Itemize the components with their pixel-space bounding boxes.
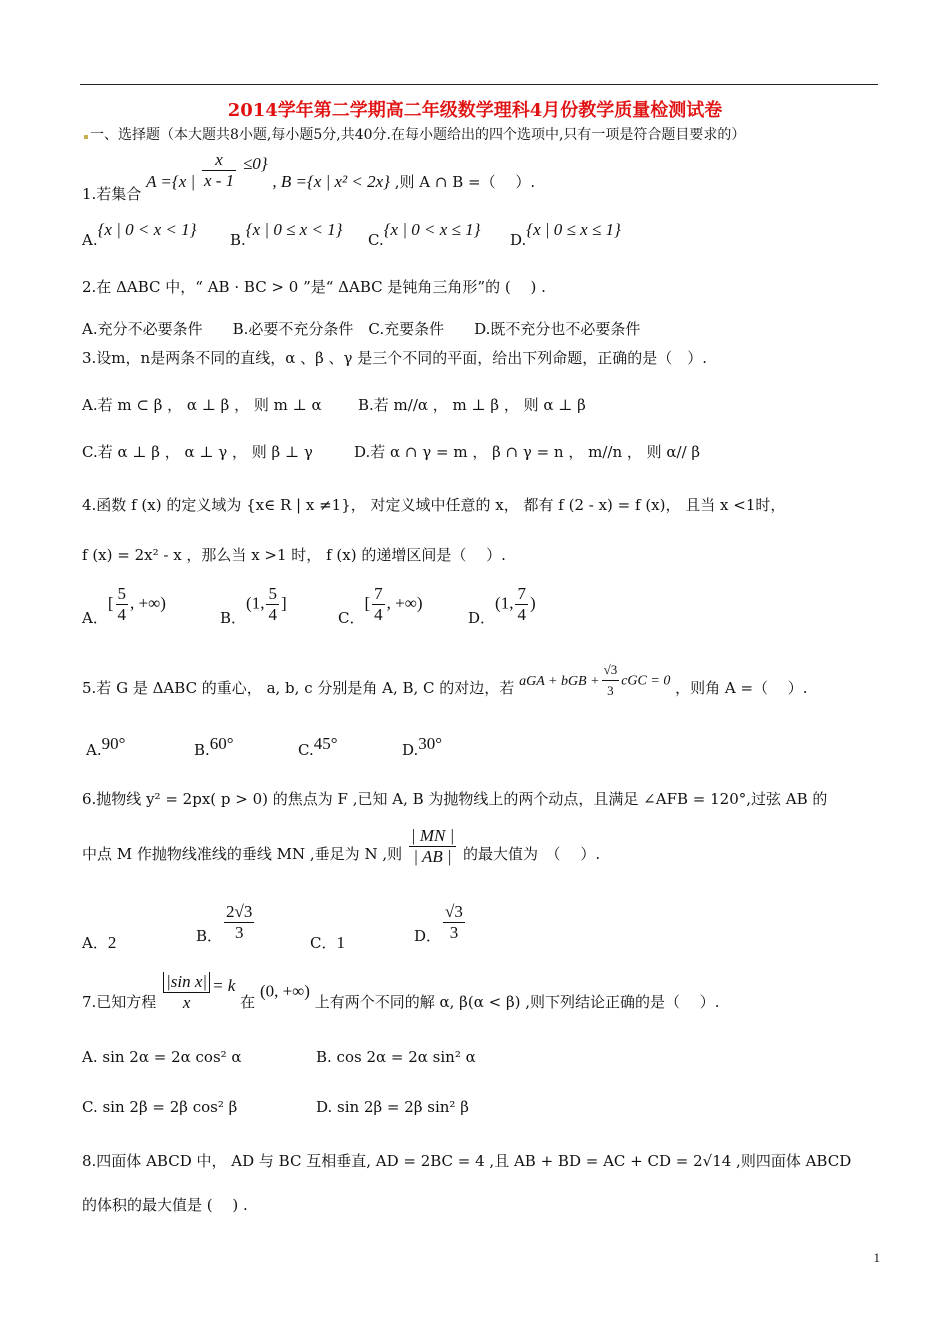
q5-coefficient-fraction [602, 660, 620, 701]
option-label: A. [86, 741, 102, 759]
option-text: 1 [336, 933, 345, 952]
option-label: D． [414, 926, 442, 945]
q4-option-d[interactable] [468, 584, 536, 625]
option-text: 30° [418, 734, 443, 753]
frac-num: 2√3 [226, 902, 253, 921]
q1-option-a[interactable] [82, 220, 197, 249]
question-4-options [82, 584, 882, 644]
question-1-stem [82, 150, 536, 203]
page-number: 1 [873, 1250, 880, 1265]
q5-vector-equation-b: cGC = 0 [621, 673, 671, 689]
q6-option-d[interactable] [414, 902, 467, 943]
frac-num: |sin x| [163, 972, 210, 992]
q1-set-a: A ={x | [146, 171, 196, 191]
interval-close: , +∞) [130, 593, 166, 613]
q1-set-a-tail: ≤0} [242, 153, 268, 173]
q7-option-d[interactable]: D. sin 2β = 2β sin² β [316, 1098, 469, 1116]
q5-option-a[interactable] [86, 734, 126, 759]
frac-num: 5 [268, 584, 277, 603]
option-label: D. [510, 231, 527, 249]
frac-den: | AB | [409, 846, 456, 867]
frac-den: 3 [443, 922, 465, 943]
option-text: {x | 0 < x ≤ 1} [383, 220, 481, 239]
option-label: C. [298, 741, 314, 759]
question-8-stem-1: 8.四面体 ABCD 中， AD 与 BC 互相垂直, AD = 2BC = 4 ,且 AB + BD = AC + CD = 2√14 ,则四面体 ABCD [82, 1152, 852, 1170]
q7-option-b[interactable]: B. cos 2α = 2α sin² α [316, 1048, 476, 1066]
frac-num: √3 [603, 662, 618, 677]
question-8-stem-2: 的体积的最大值是 ( ) . [82, 1196, 248, 1214]
q7-option-c[interactable]: C. sin 2β = 2β cos² β [82, 1098, 238, 1116]
q1-prefix: 1.若集合 [82, 184, 142, 203]
q6-option-a[interactable] [82, 932, 116, 953]
question-4-stem-1: 4.函数 f (x) 的定义域为 {x∈ R | x ≠1}， 对定义域中任意的 x， 都有 f (2 - x) = f (x)， 且当 x <1时， [82, 496, 786, 514]
frac-den: 4 [117, 605, 127, 624]
q6-ratio-fraction [409, 826, 456, 867]
question-4-stem-2: f (x) = 2x² - x ，那么当 x >1 时， f (x) 的递增区间是（ ）. [82, 546, 506, 564]
interval-close: , +∞) [386, 593, 423, 613]
q4-option-a[interactable] [82, 584, 166, 625]
q6-option-c[interactable] [310, 932, 345, 953]
option-fraction [116, 584, 129, 625]
q7-equation-rhs: = k [212, 975, 236, 995]
option-label: C． [338, 608, 365, 627]
frac-num: 5 [117, 584, 127, 603]
question-3-stem: 3.设m，n是两条不同的直线，α 、β 、γ 是三个不同的平面，给出下列命题，正确的是（ ）. [82, 349, 708, 367]
option-label: D. [402, 741, 419, 759]
option-text: {x | 0 < x < 1} [97, 220, 197, 239]
q7-prefix: 7.已知方程 [82, 992, 157, 1011]
frac-den: 4 [374, 605, 383, 624]
frac-num: 7 [517, 584, 526, 603]
question-6-options [82, 902, 882, 958]
q7-interval: (0, +∞) [259, 981, 310, 1001]
question-2-options[interactable]: A.充分不必要条件 B.必要不充分条件 C.充要条件 D.既不充分也不必要条件 [82, 320, 641, 338]
question-5-stem [82, 660, 808, 710]
q3-option-a[interactable]: A.若 m ⊂ β ， α ⊥ β ， 则 m ⊥ α [82, 396, 322, 414]
q3-option-b[interactable]: B.若 m//α ， m ⊥ β ， 则 α ⊥ β [358, 396, 586, 414]
frac-den: 4 [517, 605, 526, 624]
q6-option-b[interactable] [196, 902, 256, 943]
option-text: {x | 0 ≤ x < 1} [245, 220, 343, 239]
q1-set-b: , B ={x | x² < 2x} [272, 171, 390, 191]
exam-title: 2014学年第二学期高二年级数学理科4月份教学质量检测试卷 [227, 100, 723, 121]
option-text: 45° [313, 734, 338, 753]
q5-option-b[interactable] [194, 734, 234, 759]
interval-open: [ [107, 593, 114, 613]
interval-close: ) [529, 593, 536, 613]
q7-equation-fraction [163, 972, 210, 1013]
option-label: B. [194, 741, 210, 759]
q4-option-c[interactable] [338, 584, 423, 625]
option-label: B． [220, 608, 247, 627]
q7-tail: 上有两个不同的解 α, β(α < β) ,则下列结论正确的是（ ）. [314, 992, 720, 1011]
interval-open: (1, [495, 593, 514, 613]
q5-stem-a: 5.若 G 是 ΔABC 的重心， a, b, c 分别是角 A, B, C 的对边，若 [82, 678, 515, 697]
option-label: A. [82, 231, 98, 249]
option-label: B． [196, 926, 223, 945]
frac-num: √3 [445, 902, 463, 921]
frac-den: 3 [602, 680, 620, 701]
option-label: A． [82, 934, 108, 952]
q1-tail: ,则 A ∩ B =（ ）. [394, 172, 536, 191]
frac-num: | MN | [410, 826, 455, 845]
q1-option-c[interactable] [368, 220, 481, 249]
q7-option-a[interactable]: A. sin 2α = 2α cos² α [82, 1048, 242, 1066]
question-2-stem: 2.在 ΔABC 中，“ AB · BC > 0 ”是“ ΔABC 是钝角三角形”的 ( ) . [82, 278, 546, 296]
option-label: D． [468, 608, 496, 627]
q3-option-d[interactable]: D.若 α ∩ γ = m ， β ∩ γ = n ， m//n ， 则 α// β [354, 443, 701, 461]
option-fraction [224, 902, 254, 943]
option-text: 90° [101, 734, 126, 753]
q1-frac-num: x [215, 150, 223, 169]
header-rule [80, 84, 878, 85]
q1-fraction [202, 150, 236, 191]
question-7-stem [82, 972, 720, 1028]
q6-stem-b: 的最大值为 （ ）. [463, 844, 601, 863]
q5-option-c[interactable] [298, 734, 338, 759]
q1-option-b[interactable] [230, 220, 343, 249]
question-6-stem-2 [82, 826, 600, 876]
option-fraction [266, 584, 279, 625]
q5-stem-b: ，则角 A =（ ）. [675, 678, 808, 697]
interval-open: [ [364, 593, 371, 613]
frac-den: 3 [224, 922, 254, 943]
option-label: C. [368, 231, 384, 249]
interval-close: ] [280, 593, 287, 613]
option-text: {x | 0 ≤ x ≤ 1} [526, 220, 621, 239]
option-label: B. [230, 231, 246, 249]
option-label: A． [82, 608, 108, 627]
q3-option-c[interactable]: C.若 α ⊥ β ， α ⊥ γ ， 则 β ⊥ γ [82, 443, 313, 461]
q6-stem-a: 中点 M 作抛物线准线的垂线 MN ,垂足为 N ,则 [82, 844, 403, 863]
mark-dot [84, 135, 88, 139]
option-fraction [515, 584, 528, 625]
option-text: 2 [107, 933, 117, 952]
q5-vector-equation-a: aGA + bGB + [519, 673, 600, 689]
q1-option-d[interactable] [510, 220, 621, 249]
option-fraction [372, 584, 385, 625]
q4-option-b[interactable] [220, 584, 287, 625]
section-heading-text: 一、选择题（本大题共8小题,每小题5分,共40分.在每小题给出的四个选项中,只有一项是符合题目要求的） [90, 127, 746, 143]
q7-mid: 在 [240, 992, 256, 1011]
option-label: C． [310, 934, 337, 952]
section-heading [82, 124, 745, 144]
frac-num: 7 [374, 584, 383, 603]
q1-frac-den: x - 1 [203, 171, 235, 190]
question-6-stem-1: 6.抛物线 y² = 2px( p > 0) 的焦点为 F ,已知 A, B 为抛物线上的两个动点，且满足 ∠AFB = 120°,过弦 AB 的 [82, 790, 828, 808]
frac-den: x [163, 992, 210, 1013]
q5-option-d[interactable] [402, 734, 443, 759]
option-fraction [443, 902, 465, 943]
frac-den: 4 [268, 605, 277, 624]
option-text: 60° [209, 734, 234, 753]
interval-open: (1, [246, 593, 265, 613]
